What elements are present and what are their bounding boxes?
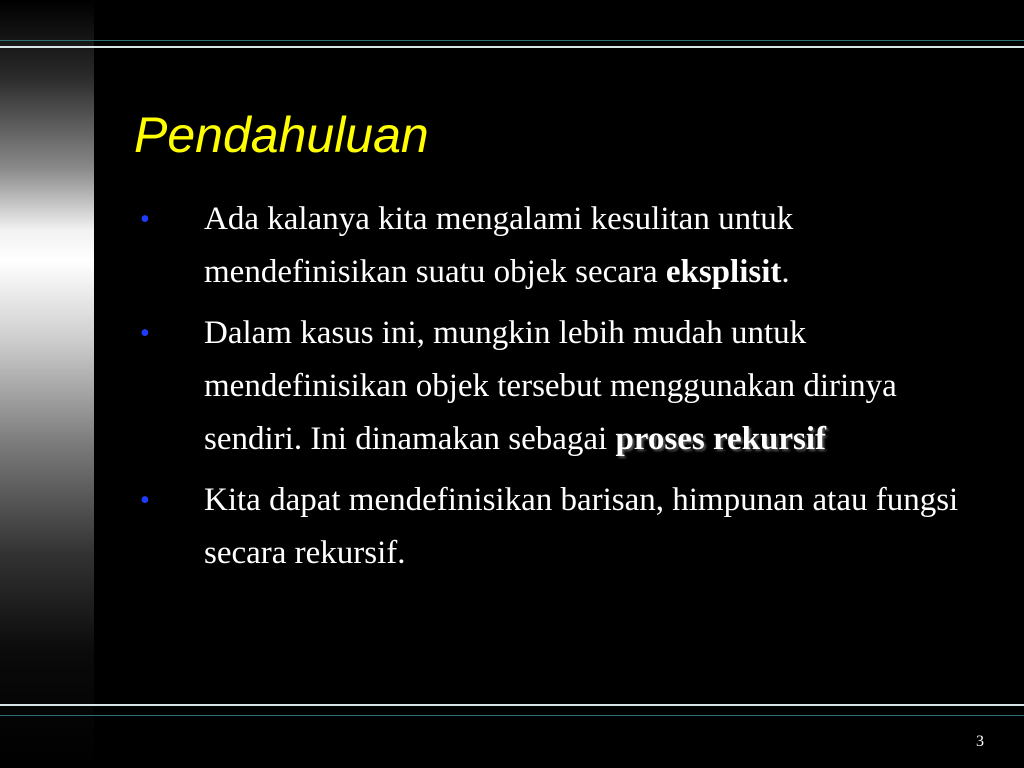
bullet-text xyxy=(204,315,897,457)
bullet-text-tail: . xyxy=(781,254,790,290)
bullet-item-2 xyxy=(140,307,1000,466)
bullet-text-plain: Ada kalanya kita mengalami kesulitan untuk mendefinisikan suatu objek secara xyxy=(204,201,794,290)
bullet-text-bold: proses rekursif xyxy=(615,421,826,457)
bullet-icon: • xyxy=(140,485,150,516)
bullet-icon: • xyxy=(140,204,150,235)
top-rule xyxy=(0,46,1024,48)
bottom-rule xyxy=(0,704,1024,706)
bullet-list xyxy=(140,193,1000,588)
bullet-icon: • xyxy=(140,318,150,349)
bullet-text xyxy=(204,201,793,290)
bullet-text xyxy=(204,482,958,571)
bullet-text-bold: eksplisit xyxy=(665,254,782,290)
bullet-item-1 xyxy=(140,193,1000,299)
bullet-text-plain: Kita dapat mendefinisikan barisan, himpunan atau fungsi secara rekursif. xyxy=(204,482,959,571)
bullet-text-plain: Dalam kasus ini, mungkin lebih mudah untuk mendefinisikan objek tersebut menggunakan dirinya sendiri. Ini dinamakan sebagai xyxy=(204,315,897,457)
bullet-item-3 xyxy=(140,474,1000,580)
top-rule-thin xyxy=(0,40,1024,41)
page-number: 3 xyxy=(976,733,984,750)
slide-title: Pendahuluan xyxy=(134,107,429,163)
bottom-rule-thin xyxy=(0,715,1024,716)
left-gradient-bar xyxy=(0,0,94,768)
